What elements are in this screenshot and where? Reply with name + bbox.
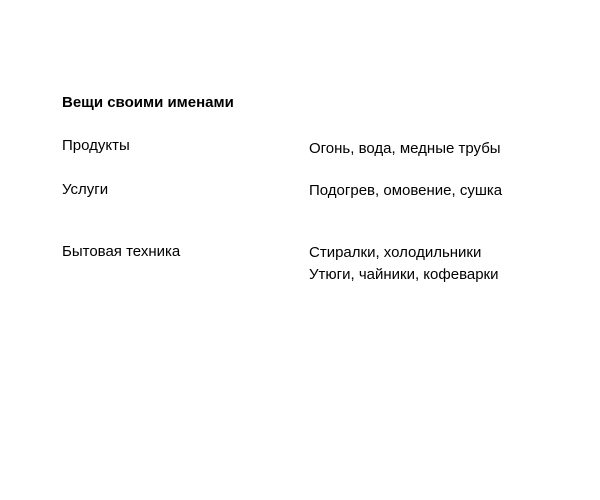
row-value-products <box>309 138 501 160</box>
page-title: Вещи своими именами <box>62 94 234 111</box>
row-value-line: Стиралки, холодильники <box>309 244 482 261</box>
row-value-line: Подогрев, омовение, сушка <box>309 182 503 199</box>
row-value-line: Огонь, вода, медные трубы <box>309 140 501 157</box>
row-value-appliances <box>309 242 499 286</box>
row-label-products: Продукты <box>62 137 130 154</box>
row-label-services: Услуги <box>62 181 109 198</box>
row-value-line: Утюги, чайники, кофеварки <box>309 266 499 283</box>
row-label-appliances: Бытовая техника <box>62 243 181 260</box>
row-value-services <box>309 180 502 202</box>
